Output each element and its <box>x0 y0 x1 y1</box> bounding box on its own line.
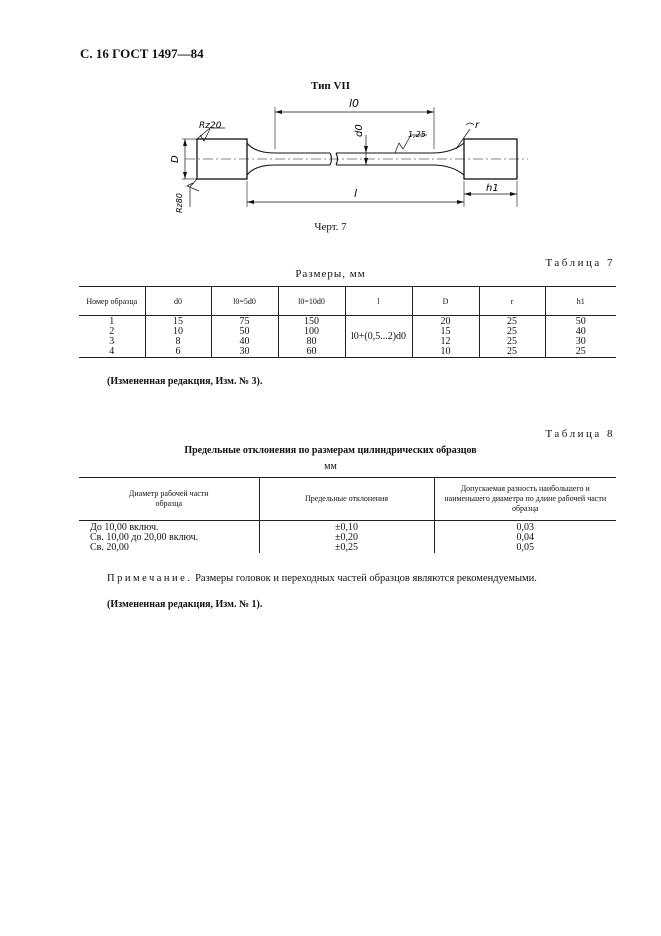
table7-col-h1 <box>545 316 616 358</box>
table7-col-l <box>345 316 412 358</box>
table-cell: 25 <box>507 316 517 327</box>
table7-col-d0 <box>145 316 211 358</box>
table-cell: 50 <box>575 316 586 327</box>
table-cell: 30 <box>575 336 586 347</box>
label-h1: h1 <box>486 183 499 194</box>
table-cell: 10 <box>173 326 183 337</box>
table-cell: 0,03 <box>516 522 534 533</box>
table7-label: Таблица 7 <box>545 257 615 269</box>
table-cell: 8 <box>175 336 181 347</box>
table-cell: 25 <box>575 346 586 357</box>
table-cell: 100 <box>304 326 319 337</box>
table8-header: Диаметр рабочей части образца <box>79 478 259 521</box>
table7-col-D <box>412 316 479 358</box>
table7-header: Номер образца <box>79 287 145 316</box>
table-cell: 6 <box>175 346 181 357</box>
table7-col-l0-10d0 <box>278 316 345 358</box>
page-header: С. 16 ГОСТ 1497—84 <box>80 46 204 61</box>
table8-header: Допускаемая разность наибольшего и наименьшего диаметра по длине рабочей части образца <box>434 478 616 521</box>
table8-title: Предельные отклонения по размерам цилиндрических образцов <box>184 445 477 456</box>
table7-header: l0=10d0 <box>278 287 345 316</box>
table8-col-diameter <box>79 521 259 554</box>
table-cell: ±0,10 <box>335 522 358 533</box>
table-cell: 75 <box>239 316 250 327</box>
table-cell: Св. 10,00 до 20,00 включ. <box>90 532 199 543</box>
table-cell: 15 <box>173 316 183 327</box>
table7-header: d0 <box>145 287 211 316</box>
figure-title: Тип VII <box>311 80 350 92</box>
table-cell: 40 <box>575 326 586 337</box>
table-cell: Св. 20,00 <box>90 542 129 553</box>
table-cell: 40 <box>239 336 250 347</box>
table-cell: 25 <box>507 346 517 357</box>
table7-col-r <box>479 316 545 358</box>
table-cell: 20 <box>440 316 451 327</box>
table8-label: Таблица 8 <box>545 428 615 440</box>
table-cell: ±0,20 <box>335 532 358 543</box>
note-paragraph <box>107 573 537 584</box>
table-cell: 0,04 <box>516 532 534 543</box>
label-l: l <box>354 187 358 200</box>
table-cell: 0,05 <box>516 542 534 553</box>
table7-col-l0-5d0 <box>211 316 278 358</box>
table8-unit: мм <box>324 461 337 472</box>
table-cell: 1 <box>109 316 115 327</box>
note-text: Размеры головок и переходных частей образцов являются рекомендуемыми. <box>195 573 537 584</box>
table-cell: ±0,25 <box>335 542 358 553</box>
label-D: D <box>170 155 181 163</box>
label-1-25: 1,25 <box>408 130 426 139</box>
table7-subtitle: Размеры, мм <box>295 268 366 280</box>
table-cell: 2 <box>109 326 115 337</box>
table-cell: 3 <box>109 336 115 347</box>
table7-revision-note: (Измененная редакция, Изм. № 3). <box>107 376 263 387</box>
table-cell: 25 <box>507 336 517 347</box>
table7-header: l <box>345 287 412 316</box>
table-8 <box>79 477 616 553</box>
label-l0: l0 <box>349 97 360 110</box>
label-rz20: Rz20 <box>199 121 222 131</box>
table7-header: h1 <box>545 287 616 316</box>
figure-caption: Черт. 7 <box>314 221 347 233</box>
table-cell: 60 <box>306 346 317 357</box>
table-cell: До 10,00 включ. <box>90 522 159 533</box>
label-rz80: Rz80 <box>175 193 184 213</box>
table7-header: D <box>412 287 479 316</box>
table-cell: 10 <box>440 346 451 357</box>
table-7 <box>79 286 616 358</box>
table7-l-formula: l0+(0,5...2)d0 <box>350 331 407 342</box>
table-cell: 80 <box>306 336 317 347</box>
table8-col-deviation <box>259 521 434 554</box>
table-cell: 4 <box>109 346 115 357</box>
table8-col-difference <box>434 521 616 554</box>
table-cell: 12 <box>440 336 451 347</box>
label-d0: d0 <box>354 124 365 137</box>
table8-revision-note: (Измененная редакция, Изм. № 1). <box>107 599 263 610</box>
table-cell: 50 <box>239 326 250 337</box>
note-prefix: Примечание. <box>107 573 193 584</box>
table-cell: 15 <box>440 326 451 337</box>
table7-col-number <box>79 316 145 358</box>
table-cell: 30 <box>239 346 250 357</box>
table8-header: Предельные отклонения <box>259 478 434 521</box>
table7-header: l0=5d0 <box>211 287 278 316</box>
label-r: r <box>475 120 480 131</box>
specimen-drawing <box>170 95 530 215</box>
table-cell: 150 <box>304 316 319 327</box>
table-cell: 25 <box>507 326 517 337</box>
table7-header: r <box>479 287 545 316</box>
